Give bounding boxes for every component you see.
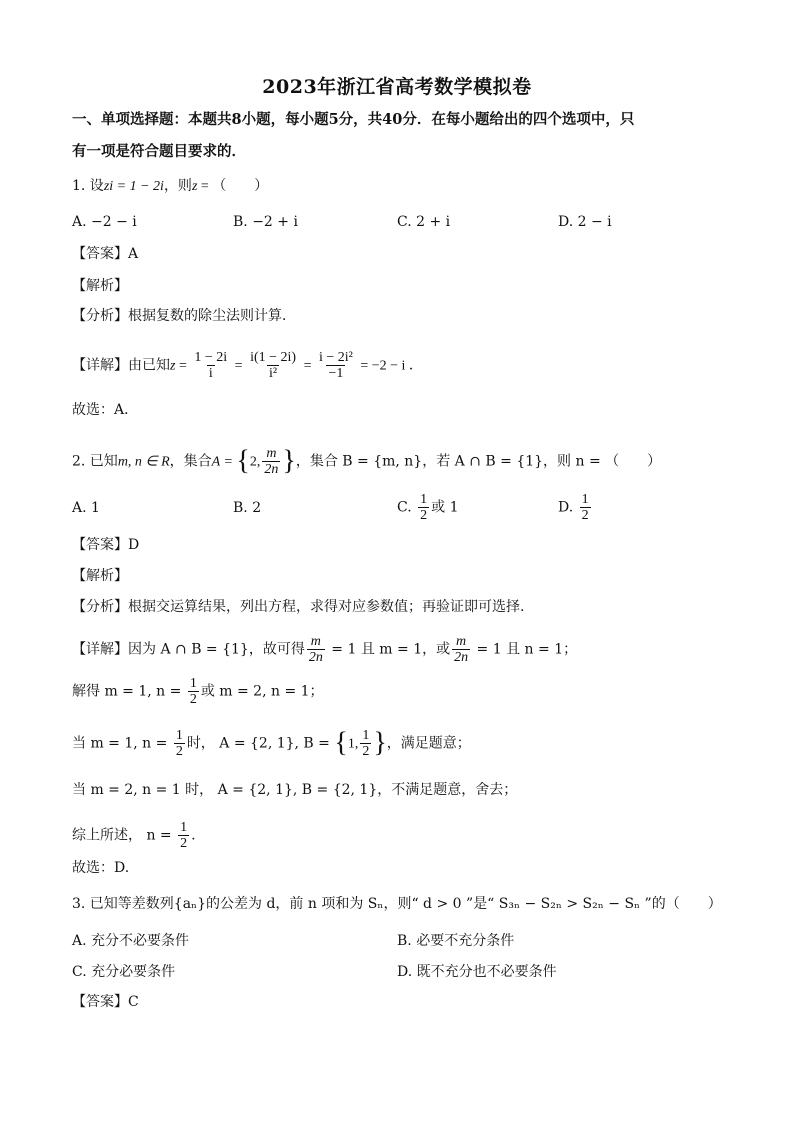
q1-stem: 1. 设zi = 1 − 2i，则z = （ ） [72, 178, 269, 194]
q2-detail-4: 当 m = 2, n = 1 时， A = {2, 1}, B = {2, 1}，不满足题意，舍去； [72, 782, 518, 798]
q1-option-b: B. −2 + i [233, 214, 298, 230]
q2-option-c: C. $\frac{1}{2}$ 或 1 [397, 492, 459, 523]
q2-option-b: B. 2 [233, 500, 262, 516]
q1-fraction-2: $\frac{i(1 - 2i)}{\text{i²}}$ [250, 350, 297, 381]
q3-option-c: C. 充分必要条件 [72, 964, 176, 980]
q3-option-d: D. 既不充分也不必要条件 [397, 964, 557, 980]
q2-detail-5: 综上所述， n = $\frac{1}{2}$ . [72, 820, 196, 851]
q1-fraction-3: $\frac{\text{i − 2i²}}{-1}$ [318, 350, 353, 381]
q2-answer: 【答案】D [72, 537, 140, 553]
q3-answer: 【答案】C [72, 994, 139, 1010]
section-heading-line1: 一、单项选择题：本题共8小题，每小题5分，共40分．在每小题给出的四个选项中，只 [72, 111, 635, 128]
q2-option-d: D. $\frac{1}{2}$ [558, 492, 589, 523]
q3-option-b: B. 必要不充分条件 [397, 933, 515, 949]
q1-option-a: A. −2 − i [72, 214, 137, 230]
q2-setA-fraction: $\frac{m}{2n}$ [264, 446, 279, 477]
q1-option-c: C. 2 + i [397, 214, 451, 230]
q2-option-a: A. 1 [72, 500, 100, 516]
q1-fraction-1: $\frac{1 - 2i}{i}$ [194, 350, 228, 381]
q3-option-a: A. 充分不必要条件 [72, 933, 190, 949]
q2-choose: 故选：D. [72, 860, 130, 876]
q1-choose: 故选：A． [72, 402, 139, 418]
q2-analysis-label: 【解析】 [72, 568, 128, 584]
q1-analysis-label: 【解析】 [72, 278, 128, 294]
q2-detail-1: 【详解】因为 A ∩ B = {1}，故可得 $\frac{m}{2n}$ = 1 且 m = 1，或 $\frac{m}{2n}$ = 1 且 n = 1； [72, 634, 578, 665]
q2-detail-2: 解得 m = 1, n = $\frac{1}{2}$ 或 m = 2, n = 1； [72, 676, 324, 707]
q1-answer: 【答案】A [72, 246, 139, 262]
q1-detail: 【详解】由已知z = $\frac{1 - 2i}{i}$ = $\frac{i(1 - 2i)}{\text{i²}}$ = $\frac{\text{i − 2i²}}{-1}$ = −2 − i ． [72, 350, 423, 381]
q2-detail-3: 当 m = 1, n = $\frac{1}{2}$ 时， A = {2, 1}, B = {1, $\frac{1}{2}$ }，满足题意； [72, 727, 471, 759]
q1-option-d: D. 2 − i [558, 214, 612, 230]
page-title: 2023年浙江省高考数学模拟卷 [262, 76, 532, 98]
section-heading-line2: 有一项是符合题目要求的． [72, 143, 246, 160]
q2-fenxi: 【分析】根据交运算结果，列出方程，求得对应参数值；再验证即可选择. [72, 599, 525, 615]
q1-fenxi: 【分析】根据复数的除尘法则计算． [72, 308, 296, 324]
q2-stem: 2. 已知m, n ∈ R，集合A = {2, $\frac{m}{2n}$ }，集合 B = {m, n}，若 A ∩ B = {1}，则 n = （ ） [72, 445, 662, 477]
q3-stem: 3. 已知等差数列{aₙ}的公差为 d，前 n 项和为 Sₙ，则“ d > 0 ”是“ S₃ₙ − S₂ₙ > S₂ₙ − Sₙ ”的（ ） [72, 896, 722, 912]
